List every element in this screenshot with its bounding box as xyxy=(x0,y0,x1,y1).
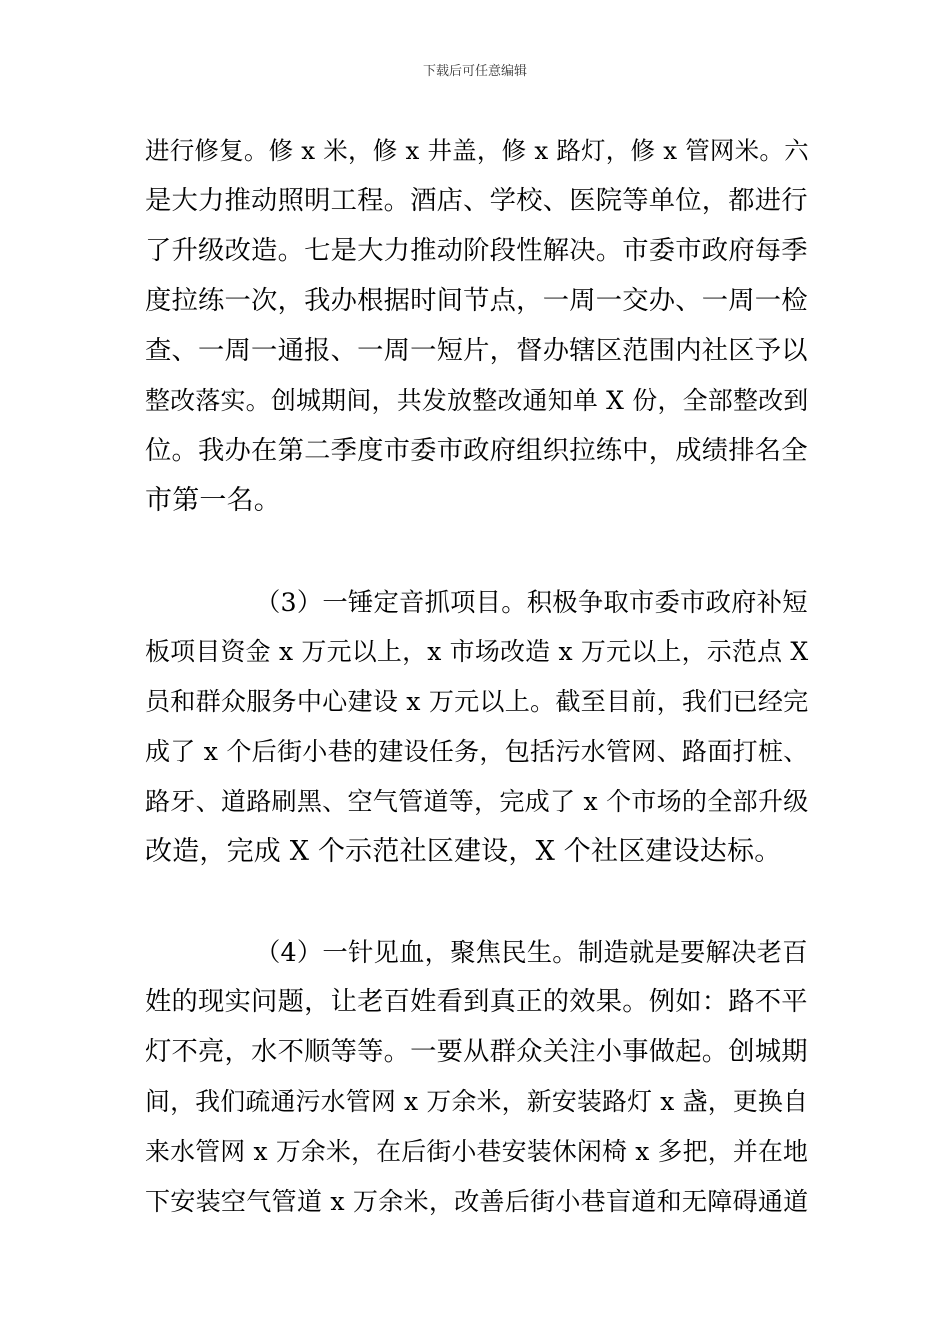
paragraph-2-line-4: 成了 x 个后街小巷的建设任务，包括污水管网、路面打桩、 xyxy=(145,737,809,766)
paragraph-3-line-6: 下安装空气管道 x 万余米，改善后街小巷盲道和无障碍通道 xyxy=(145,1187,809,1216)
paragraph-3-line-3: 灯不亮，水不顺等等。一要从群众关注小事做起。创城期 xyxy=(145,1037,808,1067)
paragraph-1-line-2: 是大力推动照明工程。酒店、学校、医院等单位，都进行 xyxy=(145,186,808,216)
paragraph-1-line-1: 进行修复。修 x 米，修 x 井盖，修 x 路灯，修 x 管网米。六 xyxy=(145,136,809,165)
paragraph-2-line-6: 改造，完成 X 个示范社区建设，X 个社区建设达标。 xyxy=(145,836,782,867)
paragraph-2-line-1: （3）一锤定音抓项目。积极争取市委市政府补短 xyxy=(255,587,808,617)
paragraph-2-line-5: 路牙、道路刷黑、空气管道等，完成了 x 个市场的全部升级 xyxy=(145,787,809,816)
paragraph-1-line-7: 位。我办在第二季度市委市政府组织拉练中，成绩排名全 xyxy=(145,436,808,466)
paragraph-3-line-1: （4）一针见血，聚焦民生。制造就是要解决老百 xyxy=(255,937,808,967)
page-header: 下载后可任意编辑 xyxy=(422,64,527,79)
paragraph-2-line-3: 员和群众服务中心建设 x 万元以上。截至目前，我们已经完 xyxy=(145,687,809,716)
paragraph-1-line-8: 市第一名。 xyxy=(145,485,281,516)
paragraph-3-line-2: 姓的现实问题，让老百姓看到真正的效果。例如：路不平 xyxy=(145,987,808,1017)
paragraph-1-line-6: 整改落实。创城期间，共发放整改通知单 X 份，全部整改到 xyxy=(145,386,809,415)
paragraph-1-line-5: 查、一周一通报、一周一短片，督办辖区范围内社区予以 xyxy=(145,336,808,366)
paragraph-3-line-5: 来水管网 x 万余米，在后街小巷安装休闲椅 x 多把，并在地 xyxy=(145,1137,809,1166)
paragraph-1-line-3: 了升级改造。七是大力推动阶段性解决。市委市政府每季 xyxy=(145,236,808,266)
paragraph-3-line-4: 间，我们疏通污水管网 x 万余米，新安装路灯 x 盏，更换自 xyxy=(145,1087,809,1116)
paragraph-2-line-2: 板项目资金 x 万元以上，x 市场改造 x 万元以上，示范点 X xyxy=(145,637,809,666)
paragraph-1-line-4: 度拉练一次，我办根据时间节点，一周一交办、一周一检 xyxy=(145,286,808,316)
